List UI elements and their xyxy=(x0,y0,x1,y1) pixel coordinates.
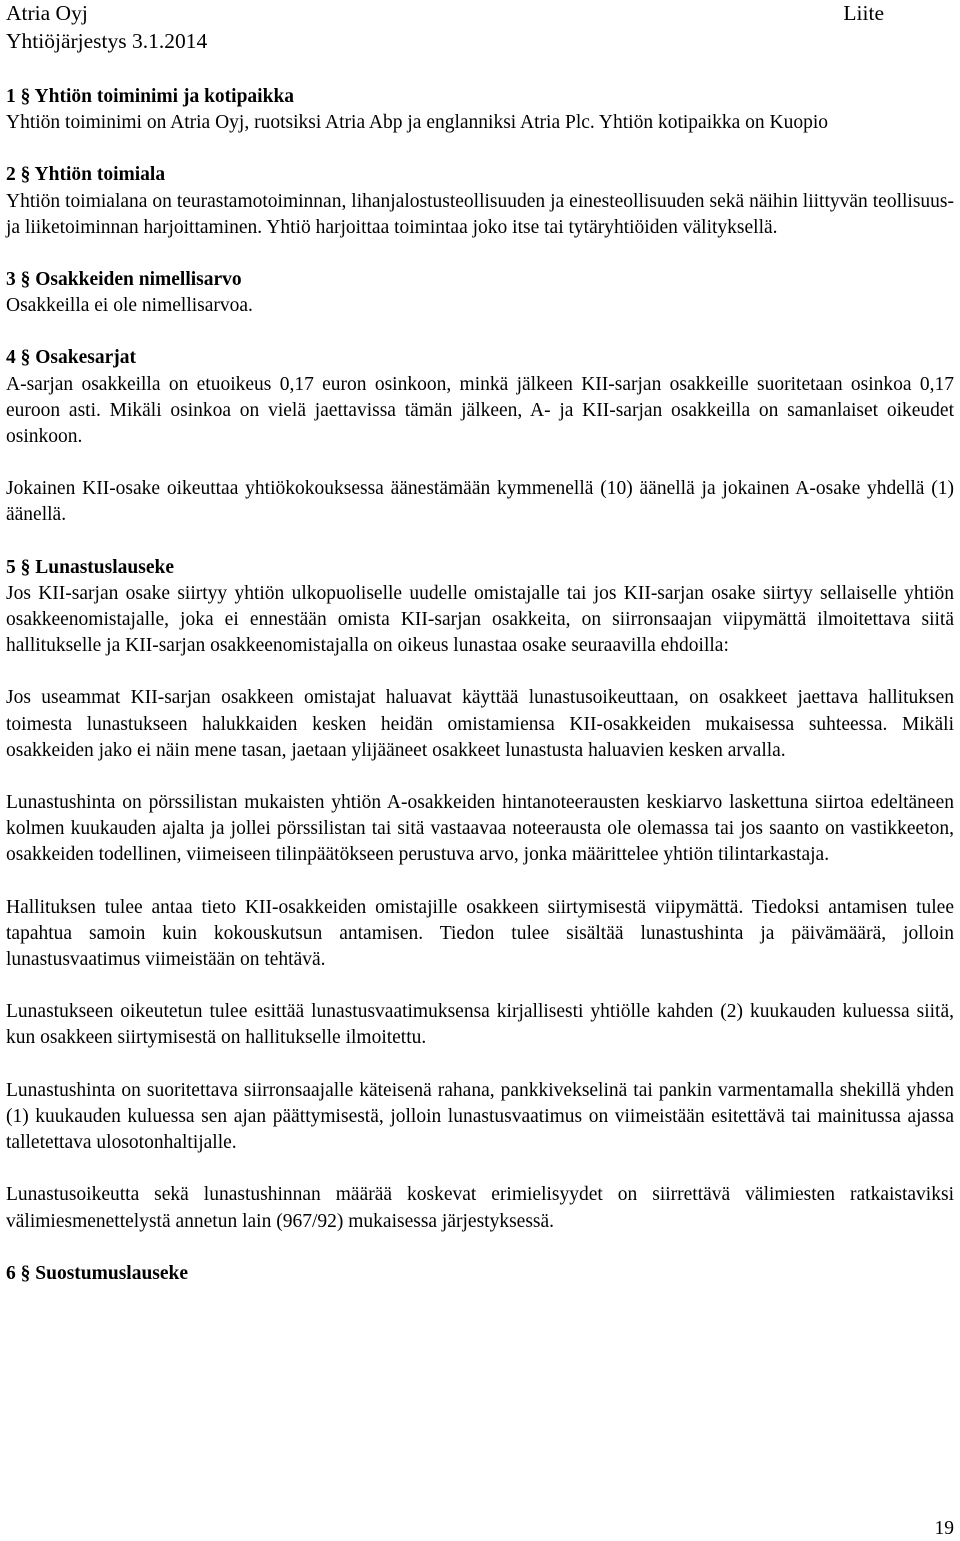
section-5 xyxy=(6,555,954,1235)
section-heading: 3 § Osakkeiden nimellisarvo xyxy=(6,269,242,291)
document-page xyxy=(6,0,954,1287)
attachment-label: Liite xyxy=(843,1,884,25)
section-heading: 4 § Osakesarjat xyxy=(6,347,136,369)
section-paragraph: Yhtiön toiminimi on Atria Oyj, ruotsiksi Atria Abp ja englanniksi Atria Plc. Yhtiön kotipaikka on Kuopio xyxy=(6,112,829,134)
section-heading: 1 § Yhtiön toiminimi ja kotipaikka xyxy=(6,86,295,107)
section-paragraph: Osakkeilla ei ole nimellisarvoa. xyxy=(6,295,253,317)
section-paragraph: Lunastukseen oikeutetun tulee esittää lunastusvaatimuksensa kirjallisesti yhtiölle kahden (2) kuukauden kuluessa siitä, kun osakkeen siirtymisestä on hallitukselle ilmoitettu. xyxy=(6,1001,954,1049)
section-paragraph: Hallituksen tulee antaa tieto KII-osakkeiden omistajille osakkeen siirtymisestä viipymättä. Tiedoksi antamisen tulee tapahtua samoin kuin kokouskutsun antamisen. Tiedon tulee sisältää lunastushinta ja päivämäärä, jolloin lunastusvaatimus viimeistään on tehtävä. xyxy=(6,896,954,971)
section-paragraph: Yhtiön toimialana on teurastamotoiminnan, lihanjalostusteollisuuden ja einesteollisuuden sekä näihin liittyvän teollisuus- ja liiketoiminnan harjoittaminen. Yhtiö harjoittaa toimintaa joko itse tai tytäryhtiöiden välityksellä. xyxy=(6,190,954,238)
company-name: Atria Oyj xyxy=(6,1,88,25)
section-2 xyxy=(6,162,954,241)
section-paragraph: Jos KII-sarjan osake siirtyy yhtiön ulkopuoliselle uudelle omistajalle tai jos KII-sarjan osake siirtyy sellaiselle yhtiön osakkeenomistajalle, joka ei ennestään omista KII-sarjan osakkeita, on siirronsaajan viipymättä ilmoitettava siitä hallitukselle ja KII-sarjan osakkeenomistajalla on oikeus lunastaa osake seuraavilla ehdoilla: xyxy=(6,582,954,657)
section-1 xyxy=(6,84,954,136)
page-header xyxy=(6,0,954,56)
section-paragraph: Jos useammat KII-sarjan osakkeen omistajat haluavat käyttää lunastusoikeuttaan, on osakkeet jaettava hallituksen toimesta lunastukseen halukkaiden kesken heidän omistamiensa KII-osakkeiden mukaisessa suhteessa. Mikäli osakkeiden jako ei näin mene tasan, jaetaan ylijääneet osakkeet lunastusta haluavien kesken arvalla. xyxy=(6,687,954,761)
section-6 xyxy=(6,1261,954,1287)
section-paragraph: Lunastushinta on pörssilistan mukaisten yhtiön A-osakkeiden hintanoteerausten keskiarvo laskettuna siirtoa edeltäneen kolmen kuukauden ajalta ja jollei pörssilistan tai sitä vastaavaa noteerausta ole olemassa tai jos saanto on vastikkeeton, osakkeiden todellinen, viimeiseen tilinpäätökseen perustuva arvo, jonka määrittelee yhtiön tilintarkastaja. xyxy=(6,792,954,866)
section-heading: 6 § Suostumuslauseke xyxy=(6,1262,189,1284)
section-paragraph: Lunastusoikeutta sekä lunastushinnan määrää koskevat erimielisyydet on siirrettävä välimiesten ratkaistaviksi välimiesmenettelystä annetun lain (967/92) mukaisessa järjestyksessä. xyxy=(6,1184,954,1232)
page-number: 19 xyxy=(934,1518,954,1539)
section-4 xyxy=(6,345,954,528)
section-paragraph: Jokainen KII-osake oikeuttaa yhtiökokouksessa äänestämään kymmenellä (10) äänellä ja jokainen A-osake yhdellä (1) äänellä. xyxy=(6,478,954,526)
section-3 xyxy=(6,267,954,319)
section-heading: 2 § Yhtiön toimiala xyxy=(6,164,166,186)
section-heading: 5 § Lunastuslauseke xyxy=(6,556,174,578)
section-paragraph: A-sarjan osakkeilla on etuoikeus 0,17 euron osinkoon, minkä jälkeen KII-sarjan osakkeille suoritetaan osinkoa 0,17 euroon asti. Mikäli osinkoa on vielä jaettavissa tämän jälkeen, A- ja KII-sarjan osakkeilla on samanlaiset oikeudet osinkoon. xyxy=(6,373,954,448)
section-paragraph: Lunastushinta on suoritettava siirronsaajalle käteisenä rahana, pankkivekselinä tai pankin varmentamalla shekillä yhden (1) kuukauden kuluessa sen ajan päättymisestä, jolloin lunastusvaatimus on viimeistään esitettävä tai mainitussa ajassa talletettava ulosotonhaltijalle. xyxy=(6,1079,954,1154)
document-title: Yhtiöjärjestys 3.1.2014 xyxy=(6,29,208,53)
